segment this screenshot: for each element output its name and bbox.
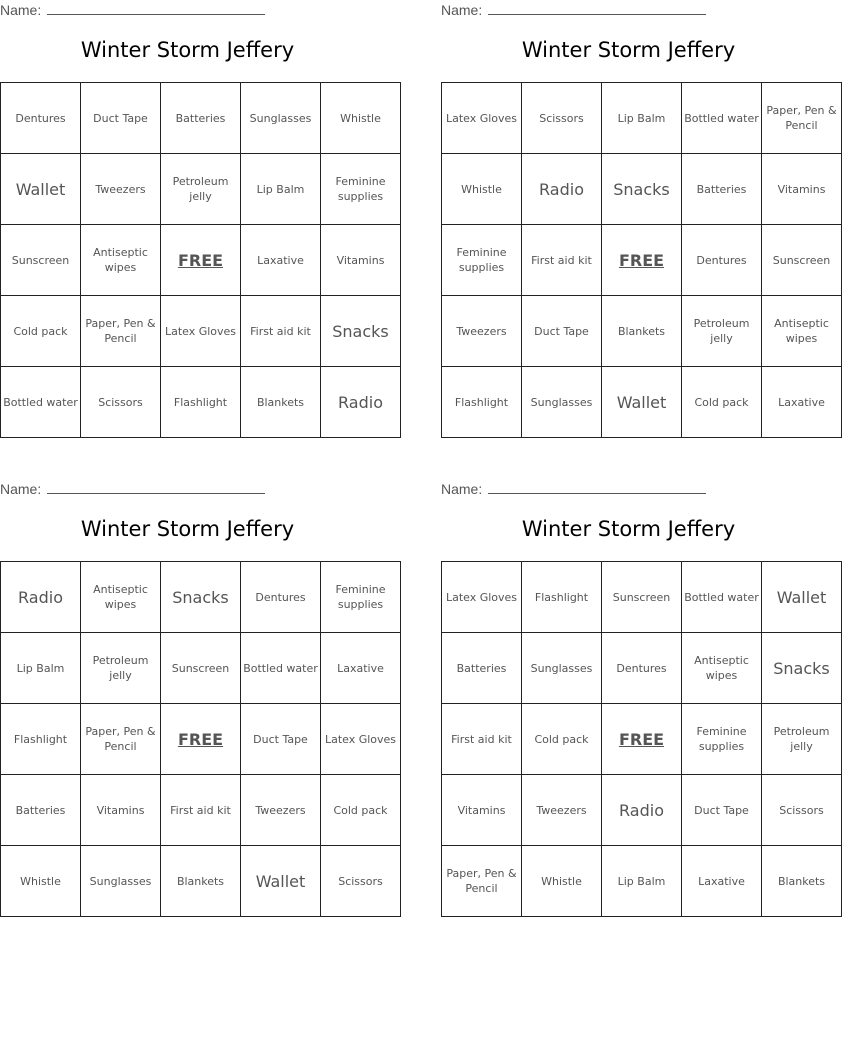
name-underline xyxy=(488,4,706,15)
name-field[interactable] xyxy=(441,481,706,497)
bingo-cell[interactable]: Tweezers xyxy=(81,154,161,225)
bingo-card-4 xyxy=(441,479,830,919)
bingo-row xyxy=(1,367,401,438)
bingo-cell[interactable]: Scissors xyxy=(81,367,161,438)
bingo-cell[interactable]: Bottled water xyxy=(682,562,762,633)
bingo-cell[interactable]: Cold pack xyxy=(1,296,81,367)
bingo-cell[interactable]: Scissors xyxy=(321,846,401,917)
bingo-cell[interactable]: Antiseptic wipes xyxy=(81,225,161,296)
bingo-cell[interactable]: First aid kit xyxy=(241,296,321,367)
bingo-cell[interactable]: Radio xyxy=(321,367,401,438)
bingo-cell[interactable]: Whistle xyxy=(442,154,522,225)
bingo-cell[interactable]: Flashlight xyxy=(161,367,241,438)
bingo-table xyxy=(0,561,401,917)
bingo-row xyxy=(442,633,842,704)
bingo-cell[interactable]: Vitamins xyxy=(442,775,522,846)
name-label: Name: xyxy=(0,2,42,18)
bingo-row xyxy=(442,296,842,367)
bingo-cell[interactable]: Sunglasses xyxy=(522,633,602,704)
bingo-grid xyxy=(441,82,837,433)
bingo-cell[interactable]: Feminine supplies xyxy=(321,154,401,225)
bingo-cell[interactable]: Dentures xyxy=(1,83,81,154)
bingo-cell[interactable]: Bottled water xyxy=(682,83,762,154)
bingo-cell[interactable]: Lip Balm xyxy=(602,83,682,154)
bingo-cell[interactable]: Paper, Pen & Pencil xyxy=(762,83,842,154)
bingo-row xyxy=(1,562,401,633)
bingo-table xyxy=(0,82,401,438)
bingo-cell[interactable]: Blankets xyxy=(161,846,241,917)
name-field[interactable] xyxy=(441,2,706,18)
free-space-cell[interactable]: FREE xyxy=(602,225,682,296)
bingo-cell[interactable]: Petroleum jelly xyxy=(762,704,842,775)
bingo-cell[interactable]: Bottled water xyxy=(1,367,81,438)
bingo-table xyxy=(441,82,842,438)
bingo-cell[interactable]: Wallet xyxy=(762,562,842,633)
bingo-cell[interactable]: Dentures xyxy=(241,562,321,633)
bingo-cell[interactable]: Flashlight xyxy=(1,704,81,775)
bingo-cell[interactable]: Tweezers xyxy=(522,775,602,846)
bingo-cell[interactable]: Duct Tape xyxy=(522,296,602,367)
bingo-cell[interactable]: Sunglasses xyxy=(241,83,321,154)
bingo-cell[interactable]: Duct Tape xyxy=(81,83,161,154)
bingo-cell[interactable]: Scissors xyxy=(762,775,842,846)
bingo-row xyxy=(442,704,842,775)
bingo-cell[interactable]: Whistle xyxy=(522,846,602,917)
bingo-table xyxy=(441,561,842,917)
bingo-cell[interactable]: Latex Gloves xyxy=(321,704,401,775)
bingo-cell[interactable]: Sunscreen xyxy=(1,225,81,296)
bingo-cell[interactable]: Blankets xyxy=(241,367,321,438)
bingo-cell[interactable]: Tweezers xyxy=(442,296,522,367)
bingo-row xyxy=(442,846,842,917)
bingo-cell[interactable]: Batteries xyxy=(161,83,241,154)
bingo-cell[interactable]: First aid kit xyxy=(442,704,522,775)
bingo-cell[interactable]: Vitamins xyxy=(81,775,161,846)
name-underline xyxy=(47,4,265,15)
bingo-cell[interactable]: Lip Balm xyxy=(1,633,81,704)
bingo-grid xyxy=(0,561,397,912)
bingo-cell[interactable]: Blankets xyxy=(762,846,842,917)
bingo-cell[interactable]: Paper, Pen & Pencil xyxy=(81,296,161,367)
name-label: Name: xyxy=(0,481,42,497)
bingo-cell[interactable]: Batteries xyxy=(442,633,522,704)
bingo-row xyxy=(1,296,401,367)
bingo-cell[interactable]: Flashlight xyxy=(442,367,522,438)
bingo-cell[interactable]: Laxative xyxy=(321,633,401,704)
bingo-cell[interactable]: Snacks xyxy=(762,633,842,704)
free-space-cell[interactable]: FREE xyxy=(161,225,241,296)
bingo-cell[interactable]: Radio xyxy=(602,775,682,846)
bingo-cell[interactable]: Latex Gloves xyxy=(442,562,522,633)
bingo-cell[interactable]: Wallet xyxy=(1,154,81,225)
name-label: Name: xyxy=(441,2,483,18)
bingo-cell[interactable]: Batteries xyxy=(682,154,762,225)
bingo-row xyxy=(442,83,842,154)
bingo-row xyxy=(442,225,842,296)
bingo-card-1 xyxy=(0,0,389,440)
bingo-cell[interactable]: Antiseptic wipes xyxy=(682,633,762,704)
bingo-cell[interactable]: Cold pack xyxy=(321,775,401,846)
bingo-cell[interactable]: Lip Balm xyxy=(241,154,321,225)
bingo-cell[interactable]: Petroleum jelly xyxy=(161,154,241,225)
bingo-cell[interactable]: Antiseptic wipes xyxy=(762,296,842,367)
bingo-cell[interactable]: Sunglasses xyxy=(81,846,161,917)
bingo-cell[interactable]: Whistle xyxy=(321,83,401,154)
bingo-cell[interactable]: First aid kit xyxy=(522,225,602,296)
bingo-cell[interactable]: First aid kit xyxy=(161,775,241,846)
bingo-cell[interactable]: Paper, Pen & Pencil xyxy=(442,846,522,917)
bingo-row xyxy=(442,775,842,846)
bingo-cell[interactable]: Blankets xyxy=(602,296,682,367)
name-field[interactable] xyxy=(0,481,265,497)
bingo-row xyxy=(1,83,401,154)
bingo-row xyxy=(1,633,401,704)
bingo-cell[interactable]: Petroleum jelly xyxy=(682,296,762,367)
bingo-row xyxy=(442,562,842,633)
bingo-cell[interactable]: Latex Gloves xyxy=(161,296,241,367)
bingo-cell[interactable]: Flashlight xyxy=(522,562,602,633)
bingo-cell[interactable]: Feminine supplies xyxy=(321,562,401,633)
card-title: Winter Storm Jeffery xyxy=(80,517,295,541)
card-title: Winter Storm Jeffery xyxy=(80,38,295,62)
free-space-cell[interactable]: FREE xyxy=(161,704,241,775)
bingo-cell[interactable]: Laxative xyxy=(241,225,321,296)
bingo-cell[interactable]: Whistle xyxy=(1,846,81,917)
bingo-cell[interactable]: Wallet xyxy=(602,367,682,438)
bingo-cell[interactable]: Lip Balm xyxy=(602,846,682,917)
bingo-cell[interactable]: Snacks xyxy=(602,154,682,225)
bingo-cell[interactable]: Wallet xyxy=(241,846,321,917)
bingo-row xyxy=(1,225,401,296)
bingo-cell[interactable]: Antiseptic wipes xyxy=(81,562,161,633)
bingo-row xyxy=(1,154,401,225)
bingo-cell[interactable]: Duct Tape xyxy=(682,775,762,846)
bingo-cell[interactable]: Dentures xyxy=(682,225,762,296)
bingo-cell[interactable]: Feminine supplies xyxy=(442,225,522,296)
bingo-row xyxy=(1,704,401,775)
name-underline xyxy=(488,483,706,494)
bingo-cell[interactable]: Batteries xyxy=(1,775,81,846)
bingo-cell[interactable]: Dentures xyxy=(602,633,682,704)
bingo-row xyxy=(1,846,401,917)
bingo-cell[interactable]: Feminine supplies xyxy=(682,704,762,775)
bingo-cell[interactable]: Duct Tape xyxy=(241,704,321,775)
card-title: Winter Storm Jeffery xyxy=(521,38,736,62)
name-underline xyxy=(47,483,265,494)
bingo-cell[interactable]: Bottled water xyxy=(241,633,321,704)
bingo-cell[interactable]: Cold pack xyxy=(522,704,602,775)
bingo-cell[interactable]: Vitamins xyxy=(762,154,842,225)
bingo-cell[interactable]: Sunscreen xyxy=(602,562,682,633)
bingo-cell[interactable]: Radio xyxy=(522,154,602,225)
bingo-cell[interactable]: Tweezers xyxy=(241,775,321,846)
bingo-cell[interactable]: Sunglasses xyxy=(522,367,602,438)
bingo-cell[interactable]: Scissors xyxy=(522,83,602,154)
name-field[interactable] xyxy=(0,2,265,18)
name-label: Name: xyxy=(441,481,483,497)
bingo-cell[interactable]: Snacks xyxy=(321,296,401,367)
bingo-cell[interactable]: Laxative xyxy=(762,367,842,438)
bingo-grid xyxy=(0,82,389,433)
free-space-cell[interactable]: FREE xyxy=(602,704,682,775)
bingo-cell[interactable]: Paper, Pen & Pencil xyxy=(81,704,161,775)
bingo-grid xyxy=(441,561,830,912)
card-title: Winter Storm Jeffery xyxy=(521,517,736,541)
bingo-cell[interactable]: Sunscreen xyxy=(762,225,842,296)
bingo-cell[interactable]: Vitamins xyxy=(321,225,401,296)
bingo-cell[interactable]: Snacks xyxy=(161,562,241,633)
bingo-cell[interactable]: Latex Gloves xyxy=(442,83,522,154)
bingo-cell[interactable]: Cold pack xyxy=(682,367,762,438)
bingo-cell[interactable]: Laxative xyxy=(682,846,762,917)
bingo-cell[interactable]: Petroleum jelly xyxy=(81,633,161,704)
bingo-row xyxy=(1,775,401,846)
bingo-card-2 xyxy=(441,0,837,440)
bingo-row xyxy=(442,367,842,438)
bingo-card-3 xyxy=(0,479,397,919)
bingo-cell[interactable]: Radio xyxy=(1,562,81,633)
bingo-row xyxy=(442,154,842,225)
bingo-cell[interactable]: Sunscreen xyxy=(161,633,241,704)
